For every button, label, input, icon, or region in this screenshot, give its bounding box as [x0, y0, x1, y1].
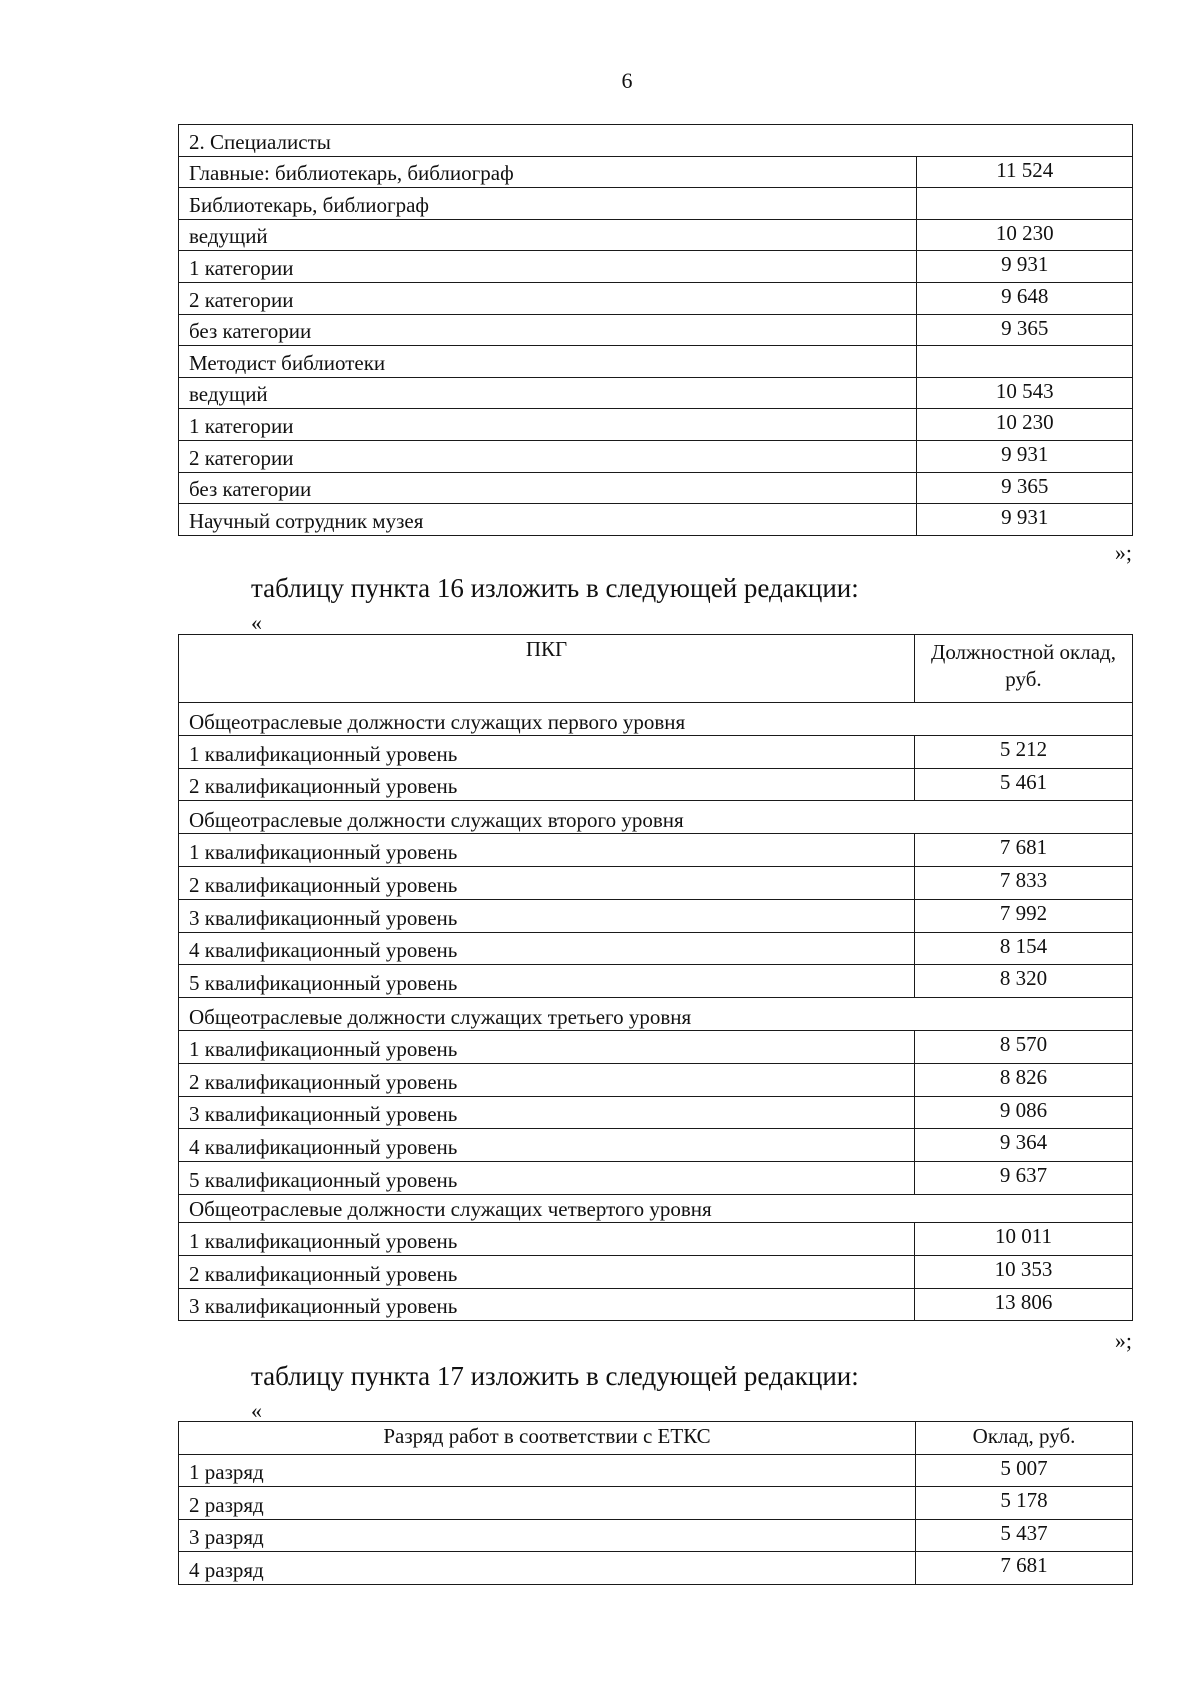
- specialists-salary-table: [178, 124, 1133, 536]
- position-group-name: Библиотекарь, библиограф: [179, 188, 917, 220]
- salary-value: 5 461: [914, 768, 1132, 801]
- salary-value: 8 320: [914, 965, 1132, 998]
- table-row: [179, 1162, 1133, 1195]
- table-row: [179, 768, 1133, 801]
- table-row: [179, 156, 1133, 188]
- table-section-row: [179, 125, 1133, 157]
- salary-value: 7 681: [916, 1552, 1133, 1585]
- grade-name: 2 разряд: [179, 1487, 916, 1520]
- position-name: Главные: библиотекарь, библиограф: [179, 156, 917, 188]
- salary-value: 9 086: [914, 1096, 1132, 1129]
- table-row: [179, 834, 1133, 867]
- closing-quote: »;: [1114, 540, 1132, 565]
- table-row: [179, 472, 1133, 504]
- table-row: [179, 965, 1133, 998]
- qualification-level: 2 квалификационный уровень: [179, 768, 915, 801]
- table-row: [179, 1487, 1133, 1520]
- opening-quote: «: [251, 1398, 262, 1423]
- table-row: [179, 377, 1133, 409]
- table-row: [179, 1519, 1133, 1552]
- salary-value: 7 833: [914, 866, 1132, 899]
- salary-value: 9 648: [917, 282, 1133, 314]
- salary-value: 9 931: [917, 504, 1133, 536]
- position-name: 1 категории: [179, 251, 917, 283]
- column-header-grade: Разряд работ в соответствии с ЕТКС: [179, 1422, 916, 1455]
- salary-value: 13 806: [914, 1288, 1132, 1321]
- salary-value: [917, 188, 1133, 220]
- position-name: 2 категории: [179, 282, 917, 314]
- qualification-level: 4 квалификационный уровень: [179, 1129, 915, 1162]
- paragraph-item-16: таблицу пункта 16 изложить в следующей редакции:: [251, 573, 859, 603]
- salary-value: 9 637: [914, 1162, 1132, 1195]
- pkg-salary-table: [178, 634, 1133, 1321]
- salary-value: 9 931: [917, 251, 1133, 283]
- salary-value: [917, 346, 1133, 378]
- table-row: [179, 314, 1133, 346]
- salary-value: 10 353: [914, 1255, 1132, 1288]
- table-row: [179, 1255, 1133, 1288]
- position-name: 2 категории: [179, 440, 917, 472]
- position-name: Научный сотрудник музея: [179, 504, 917, 536]
- qualification-level: 2 квалификационный уровень: [179, 1255, 915, 1288]
- qualification-level: 1 квалификационный уровень: [179, 1222, 915, 1255]
- section-title: 2. Специалисты: [179, 125, 1133, 157]
- table-row: [179, 1552, 1133, 1585]
- salary-value: 8 154: [914, 932, 1132, 965]
- salary-value: 10 543: [917, 377, 1133, 409]
- salary-value: 10 011: [914, 1222, 1132, 1255]
- qualification-level: 2 квалификационный уровень: [179, 866, 915, 899]
- salary-value: 10 230: [917, 409, 1133, 441]
- table-row: [179, 735, 1133, 768]
- qualification-level: 1 квалификационный уровень: [179, 1030, 915, 1063]
- table-row: [179, 251, 1133, 283]
- table-row: [179, 1063, 1133, 1096]
- table-row: [179, 346, 1133, 378]
- qualification-level: 1 квалификационный уровень: [179, 735, 915, 768]
- table-group-row: [179, 801, 1133, 834]
- group-title: Общеотраслевые должности служащих третьего уровня: [179, 998, 1133, 1031]
- table-row: [179, 1129, 1133, 1162]
- salary-value: 5 178: [916, 1487, 1133, 1520]
- table-row: [179, 899, 1133, 932]
- table-row: [179, 1222, 1133, 1255]
- table-group-row: [179, 998, 1133, 1031]
- salary-value: 8 570: [914, 1030, 1132, 1063]
- etks-salary-table: [178, 1421, 1133, 1585]
- qualification-level: 3 квалификационный уровень: [179, 1288, 915, 1321]
- position-name: без категории: [179, 472, 917, 504]
- qualification-level: 5 квалификационный уровень: [179, 1162, 915, 1195]
- salary-value: 10 230: [917, 219, 1133, 251]
- salary-value: 11 524: [917, 156, 1133, 188]
- qualification-level: 3 квалификационный уровень: [179, 899, 915, 932]
- position-name: 1 категории: [179, 409, 917, 441]
- table-row: [179, 1030, 1133, 1063]
- closing-quote: »;: [1114, 1328, 1132, 1353]
- table-row: [179, 866, 1133, 899]
- table-row: [179, 440, 1133, 472]
- salary-value: 9 365: [917, 314, 1133, 346]
- salary-value: 5 007: [916, 1454, 1133, 1487]
- position-group-name: Методист библиотеки: [179, 346, 917, 378]
- position-name: ведущий: [179, 219, 917, 251]
- group-title: Общеотраслевые должности служащих второго уровня: [179, 801, 1133, 834]
- salary-value: 9 365: [917, 472, 1133, 504]
- grade-name: 4 разряд: [179, 1552, 916, 1585]
- qualification-level: 1 квалификационный уровень: [179, 834, 915, 867]
- salary-value: 9 364: [914, 1129, 1132, 1162]
- table-row: [179, 932, 1133, 965]
- column-header-salary: Должностной оклад, руб.: [914, 635, 1132, 703]
- group-title: Общеотраслевые должности служащих первого уровня: [179, 703, 1133, 736]
- position-name: без категории: [179, 314, 917, 346]
- column-header-salary: Оклад, руб.: [916, 1422, 1133, 1455]
- qualification-level: 2 квалификационный уровень: [179, 1063, 915, 1096]
- salary-value: 7 681: [914, 834, 1132, 867]
- qualification-level: 5 квалификационный уровень: [179, 965, 915, 998]
- salary-value: 7 992: [914, 899, 1132, 932]
- qualification-level: 4 квалификационный уровень: [179, 932, 915, 965]
- salary-value: 5 212: [914, 735, 1132, 768]
- paragraph-item-17: таблицу пункта 17 изложить в следующей редакции:: [251, 1361, 859, 1391]
- grade-name: 1 разряд: [179, 1454, 916, 1487]
- table-row: [179, 409, 1133, 441]
- salary-value: 8 826: [914, 1063, 1132, 1096]
- table-row: [179, 1454, 1133, 1487]
- table-header-row: [179, 635, 1133, 703]
- salary-value: 9 931: [917, 440, 1133, 472]
- column-header-pkg: ПКГ: [179, 635, 915, 703]
- grade-name: 3 разряд: [179, 1519, 916, 1552]
- position-name: ведущий: [179, 377, 917, 409]
- table-header-row: [179, 1422, 1133, 1455]
- opening-quote: «: [251, 610, 262, 635]
- qualification-level: 3 квалификационный уровень: [179, 1096, 915, 1129]
- table-row: [179, 282, 1133, 314]
- table-row: [179, 1096, 1133, 1129]
- table-row: [179, 1288, 1133, 1321]
- group-title: Общеотраслевые должности служащих четвертого уровня: [179, 1194, 1133, 1222]
- table-row: [179, 219, 1133, 251]
- table-row: [179, 504, 1133, 536]
- salary-value: 5 437: [916, 1519, 1133, 1552]
- table-row: [179, 188, 1133, 220]
- page-number: 6: [621, 68, 633, 93]
- table-group-row: [179, 703, 1133, 736]
- table-group-row: [179, 1194, 1133, 1222]
